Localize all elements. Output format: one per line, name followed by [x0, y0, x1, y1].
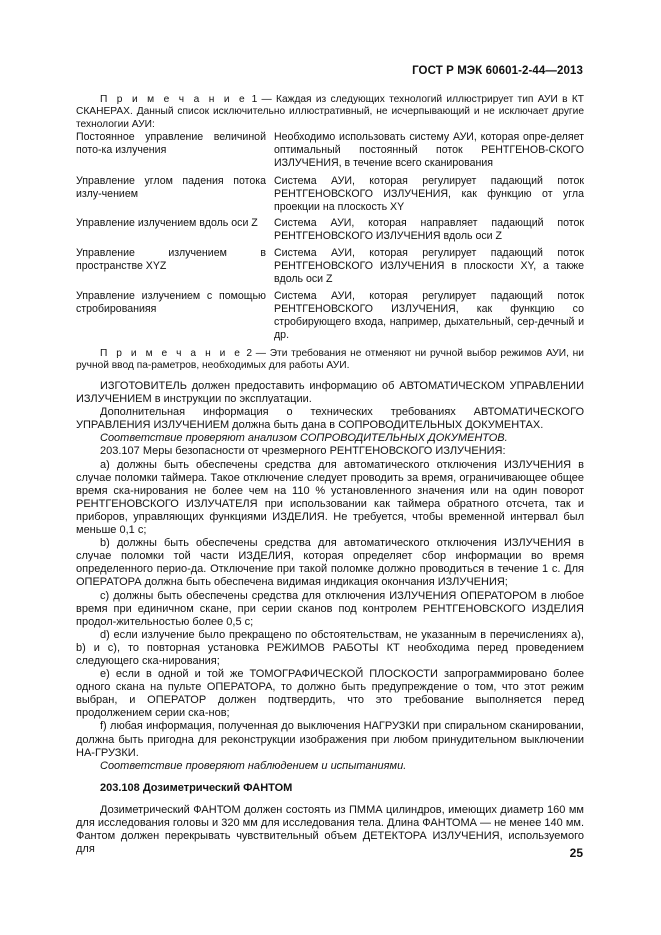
document-id: ГОСТ Р МЭК 60601-2-44—2013 — [412, 65, 583, 77]
paragraph: Дополнительная информация о технических требованиях АВТОМАТИЧЕСКОГО УПРАВЛЕНИЯ ИЗЛУЧЕНИЕМ должна быть дана в СОПРОВОДИТЕЛЬНЫХ ДОКУМЕНТАХ. — [76, 406, 584, 432]
list-item-f: f) любая информация, полученная до выключения НАГРУЗКИ при спиральном сканировании, должна быть пригодна для реконструкции изображения при любом принудительном выключении НА-ГРУЗКИ. — [76, 720, 584, 759]
table-cell-right: Система АУИ, которая регулирует падающий поток РЕНТГЕНОВСКОГО ИЗЛУЧЕНИЯ, как функцию от угла проекции на плоскость XY — [274, 175, 584, 213]
main-text — [76, 380, 584, 856]
compliance-statement: Соответствие проверяют анализом СОПРОВОДИТЕЛЬНЫХ ДОКУМЕНТОВ. — [100, 432, 508, 445]
section-heading: 203.108 Дозиметрический ФАНТОМ — [100, 781, 293, 794]
table-cell-right: Система АУИ, которая регулирует падающий поток РЕНТГЕНОВСКОГО ИЗЛУЧЕНИЯ в плоскости XY, а также вдоль оси Z — [274, 247, 584, 285]
table-cell-left: Управление излучением в пространстве XYZ — [76, 247, 266, 272]
table-cell-right: Необходимо использовать систему АУИ, которая опре-деляет оптимальный постоянный поток РЕНТГЕНОВ-СКОГО ИЗЛУЧЕНИЯ, в течение всего сканирования — [274, 131, 584, 169]
note-2 — [76, 348, 584, 373]
list-item-e: е) если в одной и той же ТОМОГРАФИЧЕСКОЙ ПЛОСКОСТИ запрограммировано более одного скана на пульте ОПЕРАТОРА, то должно быть предупреждение о том, что этот режим выбран, и ОПЕРАТОР должен подтвердить, что это требование выполняется перед продолжением серии ска-нов; — [76, 668, 584, 720]
note-2-label: П р и м е ч а н и е — [100, 348, 243, 359]
compliance-statement: Соответствие проверяют наблюдением и испытаниями. — [100, 759, 407, 772]
note-1 — [76, 94, 584, 131]
list-item-d: d) если излучение было прекращено по обстоятельствам, не указанным в перечислениях а), b) и с), то повторная установка РЕЖИМОВ РАБОТЫ КТ необходима перед проведением следующего ска-нирования; — [76, 628, 584, 667]
table-cell-left: Управление излучением вдоль оси Z — [76, 217, 258, 229]
table-cell-left: Управление излучением с помощью стробированияя — [76, 290, 266, 315]
table-cell-left: Постоянное управление величиной пото-ка излучения — [76, 131, 266, 156]
note-2-text: 2 — Эти требования не отменяют ни ручной выбор режимов АУИ, ни ручной ввод па-раметров, необходимых для работы АУИ. — [76, 348, 584, 372]
table-cell-left: Управление углом падения потока излу-чением — [76, 175, 266, 200]
list-item-b: b) должны быть обеспечены средства для автоматического отключения ИЗЛУЧЕНИЯ в случае поломки той части ИЗДЕЛИЯ, которая определяет сбор информации во время определенного перио-да. Отключение при такой поломке должно проводиться в течение 1 с. Для ОПЕРАТОРА должна быть обеспечена видимая индикация окончания ИЗЛУЧЕНИЯ; — [76, 537, 584, 589]
note-1-text: 1 — Каждая из следующих технологий иллюстрирует тип АУИ в КТ СКАНЕРАХ. Данный список исключительно иллюстративный, не исчерпывающий и не исключает другие технологии АУИ: — [76, 94, 584, 130]
paragraph: Дозиметрический ФАНТОМ должен состоять из ПММА цилиндров, имеющих диаметр 160 мм для исследования головы и 320 мм для исследования тела. Длина ФАНТОМА — не менее 140 мм. Фантом должен перекрывать чувствительный объем ДЕТЕКТОРА ИЗЛУЧЕНИЯ, используемого для — [76, 803, 584, 856]
table-cell-right: Система АУИ, которая регулирует падающий поток РЕНТГЕНОВСКОГО ИЗЛУЧЕНИЯ, как функцию со стробирующего входа, например, дыхательный, сер-дечный и др. — [274, 290, 584, 341]
page-number: 25 — [569, 846, 583, 860]
paragraph: ИЗГОТОВИТЕЛЬ должен предоставить информацию об АВТОМАТИЧЕСКОМ УПРАВЛЕНИИ ИЗЛУЧЕНИЕМ в инструкции по эксплуатации. — [76, 380, 584, 406]
note-1-label: П р и м е ч а н и е — [100, 94, 248, 105]
clause-203-107: 203.107 Меры безопасности от чрезмерного РЕНТГЕНОВСКОГО ИЗЛУЧЕНИЯ: — [100, 445, 506, 458]
list-item-c: с) должны быть обеспечены средства для отключения ИЗЛУЧЕНИЯ ОПЕРАТОРОМ в любое время при единичном скане, при серии сканов под контролем РЕНТГЕНОВСКОГО ИЗДЕЛИЯ продол-жительностью более 0,5 с; — [76, 589, 584, 628]
list-item-a: а) должны быть обеспечены средства для автоматического отключения ИЗЛУЧЕНИЯ в случае поломки таймера. Такое отключение следует проводить за время, ограничивающее общее время ска-нирования не более чем на 110 % установленного значения или на один поворот РЕНТГЕНОВСКОГО ИЗЛУЧАТЕЛЯ при использовании как таймера обратного отсчета, так и приборов, управляющих функциями ИЗДЕЛИЯ. Не требуется, чтобы временной интервал был меньше 0,1 с; — [76, 458, 584, 537]
table-cell-right: Система АУИ, которая направляет падающий поток РЕНТГЕНОВСКОГО ИЗЛУЧЕНИЯ вдоль оси Z — [274, 217, 584, 242]
